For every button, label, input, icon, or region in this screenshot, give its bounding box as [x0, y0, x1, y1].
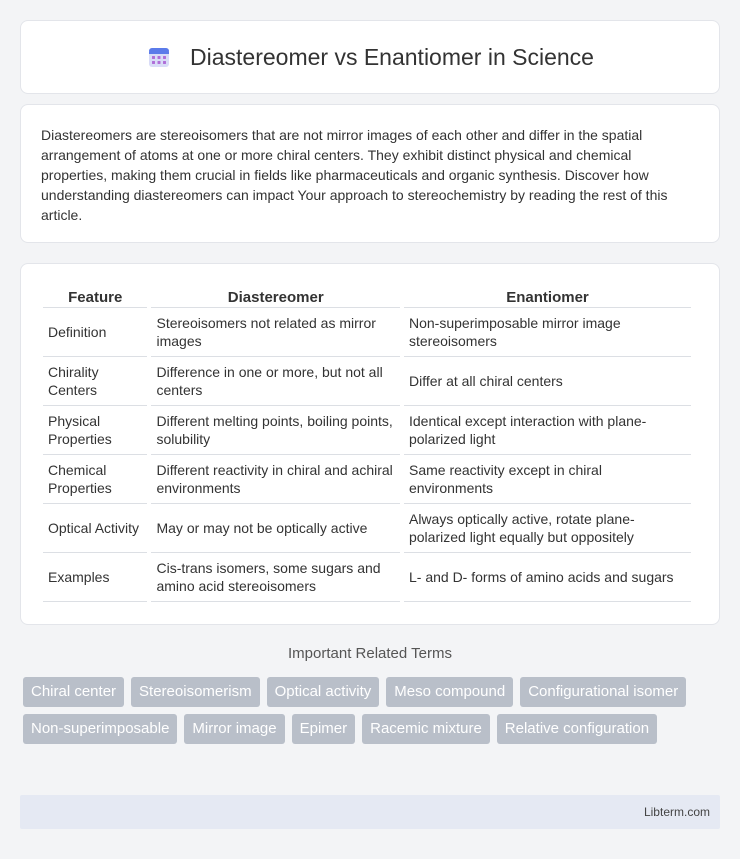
- tag-meso-compound[interactable]: Meso compound: [386, 677, 513, 707]
- footer-site-link[interactable]: Libterm.com: [643, 805, 710, 819]
- table-row: [43, 308, 691, 357]
- enantiomer-cell: Differ at all chiral centers: [404, 357, 691, 406]
- header-feature: Feature: [43, 284, 147, 308]
- diastereomer-cell: May or may not be optically active: [151, 504, 400, 553]
- enantiomer-cell: Identical except interaction with plane-polarized light: [404, 406, 691, 455]
- related-terms-title: Important Related Terms: [288, 645, 452, 662]
- enantiomer-cell: Same reactivity except in chiral environments: [404, 455, 691, 504]
- related-terms-list: [23, 677, 713, 744]
- diastereomer-cell: Different reactivity in chiral and achiral environments: [151, 455, 400, 504]
- feature-cell: Definition: [43, 308, 147, 357]
- enantiomer-cell: Always optically active, rotate plane-polarized light equally but oppositely: [404, 504, 691, 553]
- header-card: [20, 20, 720, 94]
- comparison-table: [39, 284, 695, 602]
- diastereomer-cell: Stereoisomers not related as mirror images: [151, 308, 400, 357]
- table-row: [43, 357, 691, 406]
- feature-cell: Physical Properties: [43, 406, 147, 455]
- intro-text: Diastereomers are stereoisomers that are not mirror images of each other and differ in the spatial arrangement of atoms at one or more chiral centers. They exhibit distinct physical and chemical properties, making them crucial in fields like pharmaceuticals and organic synthesis. Discover how understanding diastereomers can impact Your approach to stereochemistry by reading the rest of this article.: [41, 127, 668, 223]
- comparison-card: [20, 263, 720, 625]
- enantiomer-cell: L- and D- forms of amino acids and sugars: [404, 553, 691, 602]
- tag-configurational-isomer[interactable]: Configurational isomer: [520, 677, 686, 707]
- enantiomer-cell: Non-superimposable mirror image stereoisomers: [404, 308, 691, 357]
- tag-relative-configuration[interactable]: Relative configuration: [497, 714, 657, 744]
- tag-chiral-center[interactable]: Chiral center: [23, 677, 124, 707]
- table-row: [43, 455, 691, 504]
- footer: [20, 795, 720, 829]
- tag-mirror-image[interactable]: Mirror image: [184, 714, 284, 744]
- feature-cell: Examples: [43, 553, 147, 602]
- tag-epimer[interactable]: Epimer: [292, 714, 356, 744]
- feature-cell: Chemical Properties: [43, 455, 147, 504]
- table-row: [43, 504, 691, 553]
- feature-cell: Optical Activity: [43, 504, 147, 553]
- intro-card: [20, 104, 720, 243]
- tag-racemic-mixture[interactable]: Racemic mixture: [362, 714, 490, 744]
- calendar-icon: [146, 44, 172, 70]
- table-row: [43, 406, 691, 455]
- table-header-row: [43, 284, 691, 308]
- feature-cell: Chirality Centers: [43, 357, 147, 406]
- page-title: Diastereomer vs Enantiomer in Science: [190, 43, 594, 70]
- tag-stereoisomerism[interactable]: Stereoisomerism: [131, 677, 260, 707]
- tag-non-superimposable[interactable]: Non-superimposable: [23, 714, 177, 744]
- diastereomer-cell: Difference in one or more, but not all centers: [151, 357, 400, 406]
- diastereomer-cell: Cis-trans isomers, some sugars and amino acid stereoisomers: [151, 553, 400, 602]
- tag-optical-activity[interactable]: Optical activity: [267, 677, 380, 707]
- diastereomer-cell: Different melting points, boiling points, solubility: [151, 406, 400, 455]
- table-row: [43, 553, 691, 602]
- header-diastereomer: Diastereomer: [151, 284, 400, 308]
- header-enantiomer: Enantiomer: [404, 284, 691, 308]
